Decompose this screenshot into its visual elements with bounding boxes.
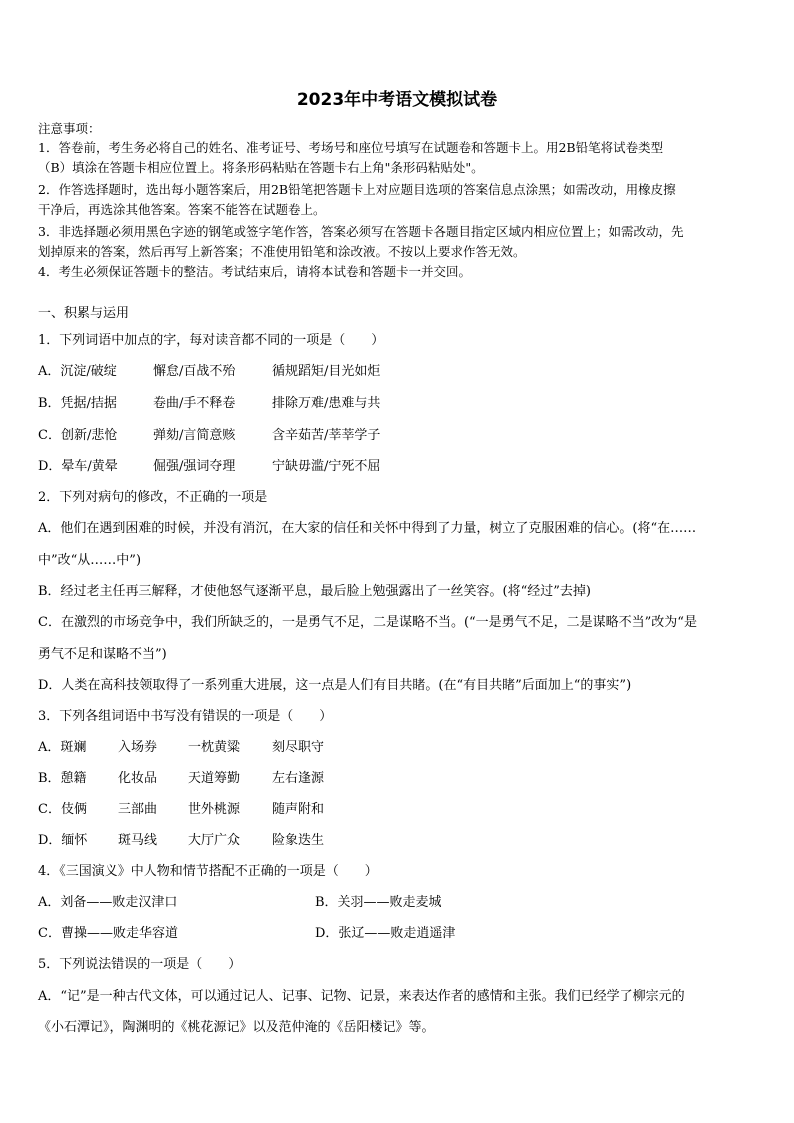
question-2-line: 中”改“从……中”) xyxy=(38,553,142,568)
question-5-stem: 5．下列说法错误的一项是（ ） xyxy=(38,957,242,972)
question-5-line: A．“记”是一种古代文体，可以通过记人、记事、记物、记景，来表达作者的感情和主张。我们已经学了柳宗元的 xyxy=(38,989,685,1004)
notice-line: （B）填涂在答题卡相应位置上。将条形码粘贴在答题卡右上角"条形码粘贴处"。 xyxy=(38,160,484,175)
exam-title: 2023年中考语文模拟试卷 xyxy=(296,90,498,110)
question-2-line: D．人类在高科技领取得了一系列重大进展，这一点是人们有目共睹。(在“有目共睹”后面加上“的事实”) xyxy=(38,678,632,693)
question-4-option-d: D．张辽——败走逍遥津 xyxy=(315,926,456,941)
question-2-line: 勇气不足和谋略不当”) xyxy=(38,647,167,662)
notice-line: 3．非选择题必须用黑色字迹的钢笔或签字笔作答，答案必须写在答题卡各题目指定区域内相应位置上；如需改动，先 xyxy=(38,224,684,239)
notice-line: 干净后，再选涂其他答案。答案不能答在试题卷上。 xyxy=(38,202,326,217)
notice-heading: 注意事项： xyxy=(38,121,101,136)
question-4-option-b: B．关羽——败走麦城 xyxy=(315,895,442,910)
question-2-line: A．他们在遇到困难的时候，并没有消沉，在大家的信任和关怀中得到了力量，树立了克服困难的信心。(将“在…… xyxy=(38,521,697,536)
question-4-stem: 4．《三国演义》中人物和情节搭配不正确的一项是（ ） xyxy=(38,864,378,879)
notice-line: 1．答卷前，考生务必将自己的姓名、准考证号、考场号和座位号填写在试题卷和答题卡上。用2B铅笔将试卷类型 xyxy=(38,140,664,155)
notice-line: 2．作答选择题时，选出每小题答案后，用2B铅笔把答题卡上对应题目选项的答案信息点涂黑；如需改动，用橡皮擦 xyxy=(38,182,676,197)
exam-page: 2023年中考语文模拟试卷 注意事项： 1．答卷前，考生务必将自己的姓名、准考证号、考场号和座位号填写在试题卷和答题卡上。用2B铅笔将试卷类型 （B）填涂在答题卡相应位置上。将条形码粘贴在答题卡右上角"条形码粘贴处"。 2．作答选择题时，选出每小题答案后，用2B铅笔把答题卡上对应题目选项的答案信息点涂黑；如需改动，用橡皮擦 干净后，再选涂其他答案。答案不能答在试题卷上。 3．非选择题必须用黑色字迹的钢笔或签字笔作答，答案必须写在答题卡各题目指定区域内相应位置上；如需改动，先 划掉原来的答案，然后再写上新答案；不准使用铅笔和涂改液。不按以上要求作答无效。 4．考生必须保证答题卡的整洁。考试结束后，请将本试卷和答题卡一并交回。 一、积累与运用 1．下列词语中加点的字，每对读音都不同的一项是（ ） A．沉淀/破绽 懈怠/百战不殆 循规蹈矩/目光如炬 B．凭据/拮据 卷曲/手不释卷 排除万难/患难与共 C．创新/悲怆 弹劾/言简意赅 含辛茹苦/莘莘学子 D．晕车/黄晕 倔强/强词夺理 宁缺毋滥/宁死不屈 2．下列对病句的修改，不正确的一项是 A．他们在遇到困难的时候，并没有消沉，在大家的信任和关怀中得到了力量，树立了克服困难的信心。(将“在…… 中”改“从……中”) B．经过老主任再三解释，才使他怒气逐渐平息，最后脸上勉强露出了一丝笑容。(将“经过”去掉) C．在激烈的市场竞争中，我们所缺乏的，一是勇气不足，二是谋略不当。(“一是勇气不足，二是谋略不当”改为“是 勇气不足和谋略不当”) D．人类在高科技领取得了一系列重大进展，这一点是人们有目共睹。(在“有目共睹”后面加上“的事实”) 3．下列各组词语中书写没有错误的一项是（ ） A．斑斓 入场券 一枕黄粱 刻尽职守 B．憩籍 化妆品 天道筹勤 左右逢源 C．伎俩 三部曲 世外桃源 随声附和 D．缅怀 斑马线 大厅广众 险象迭生 4．《三国演义》中人物和情节搭配不正确的一项是（ ） A．刘备——败走汉津口 B．关羽——败走麦城 C．曹操——败走华容道 D．张辽——败走逍遥津 5．下列说法错误的一项是（ ） A．“记”是一种古代文体，可以通过记人、记事、记物、记景，来表达作者的感情和主张。我们已经学了柳宗元的 《小石潭记》，陶渊明的《桃花源记》以及范仲淹的《岳阳楼记》等。 xyxy=(0,0,794,1123)
question-3-stem: 3．下列各组词语中书写没有错误的一项是（ ） xyxy=(38,709,333,724)
question-4-option-a: A．刘备——败走汉津口 xyxy=(38,895,178,910)
section-heading: 一、积累与运用 xyxy=(38,306,130,321)
notice-line: 划掉原来的答案，然后再写上新答案；不准使用铅笔和涂改液。不按以上要求作答无效。 xyxy=(38,244,526,259)
question-2-line: C．在激烈的市场竞争中，我们所缺乏的，一是勇气不足，二是谋略不当。(“一是勇气不足，二是谋略不当”改为“是 xyxy=(38,615,697,630)
question-5-line: 《小石潭记》，陶渊明的《桃花源记》以及范仲淹的《岳阳楼记》等。 xyxy=(38,1020,435,1035)
question-2-line: B．经过老主任再三解释，才使他怒气逐渐平息，最后脸上勉强露出了一丝笑容。(将“经过”去掉) xyxy=(38,584,591,599)
notice-line: 4．考生必须保证答题卡的整洁。考试结束后，请将本试卷和答题卡一并交回。 xyxy=(38,264,471,279)
question-2-stem: 2．下列对病句的修改，不正确的一项是 xyxy=(38,490,268,505)
question-4-option-c: C．曹操——败走华容道 xyxy=(38,926,178,941)
question-1-stem: 1．下列词语中加点的字，每对读音都不同的一项是（ ） xyxy=(38,333,385,348)
